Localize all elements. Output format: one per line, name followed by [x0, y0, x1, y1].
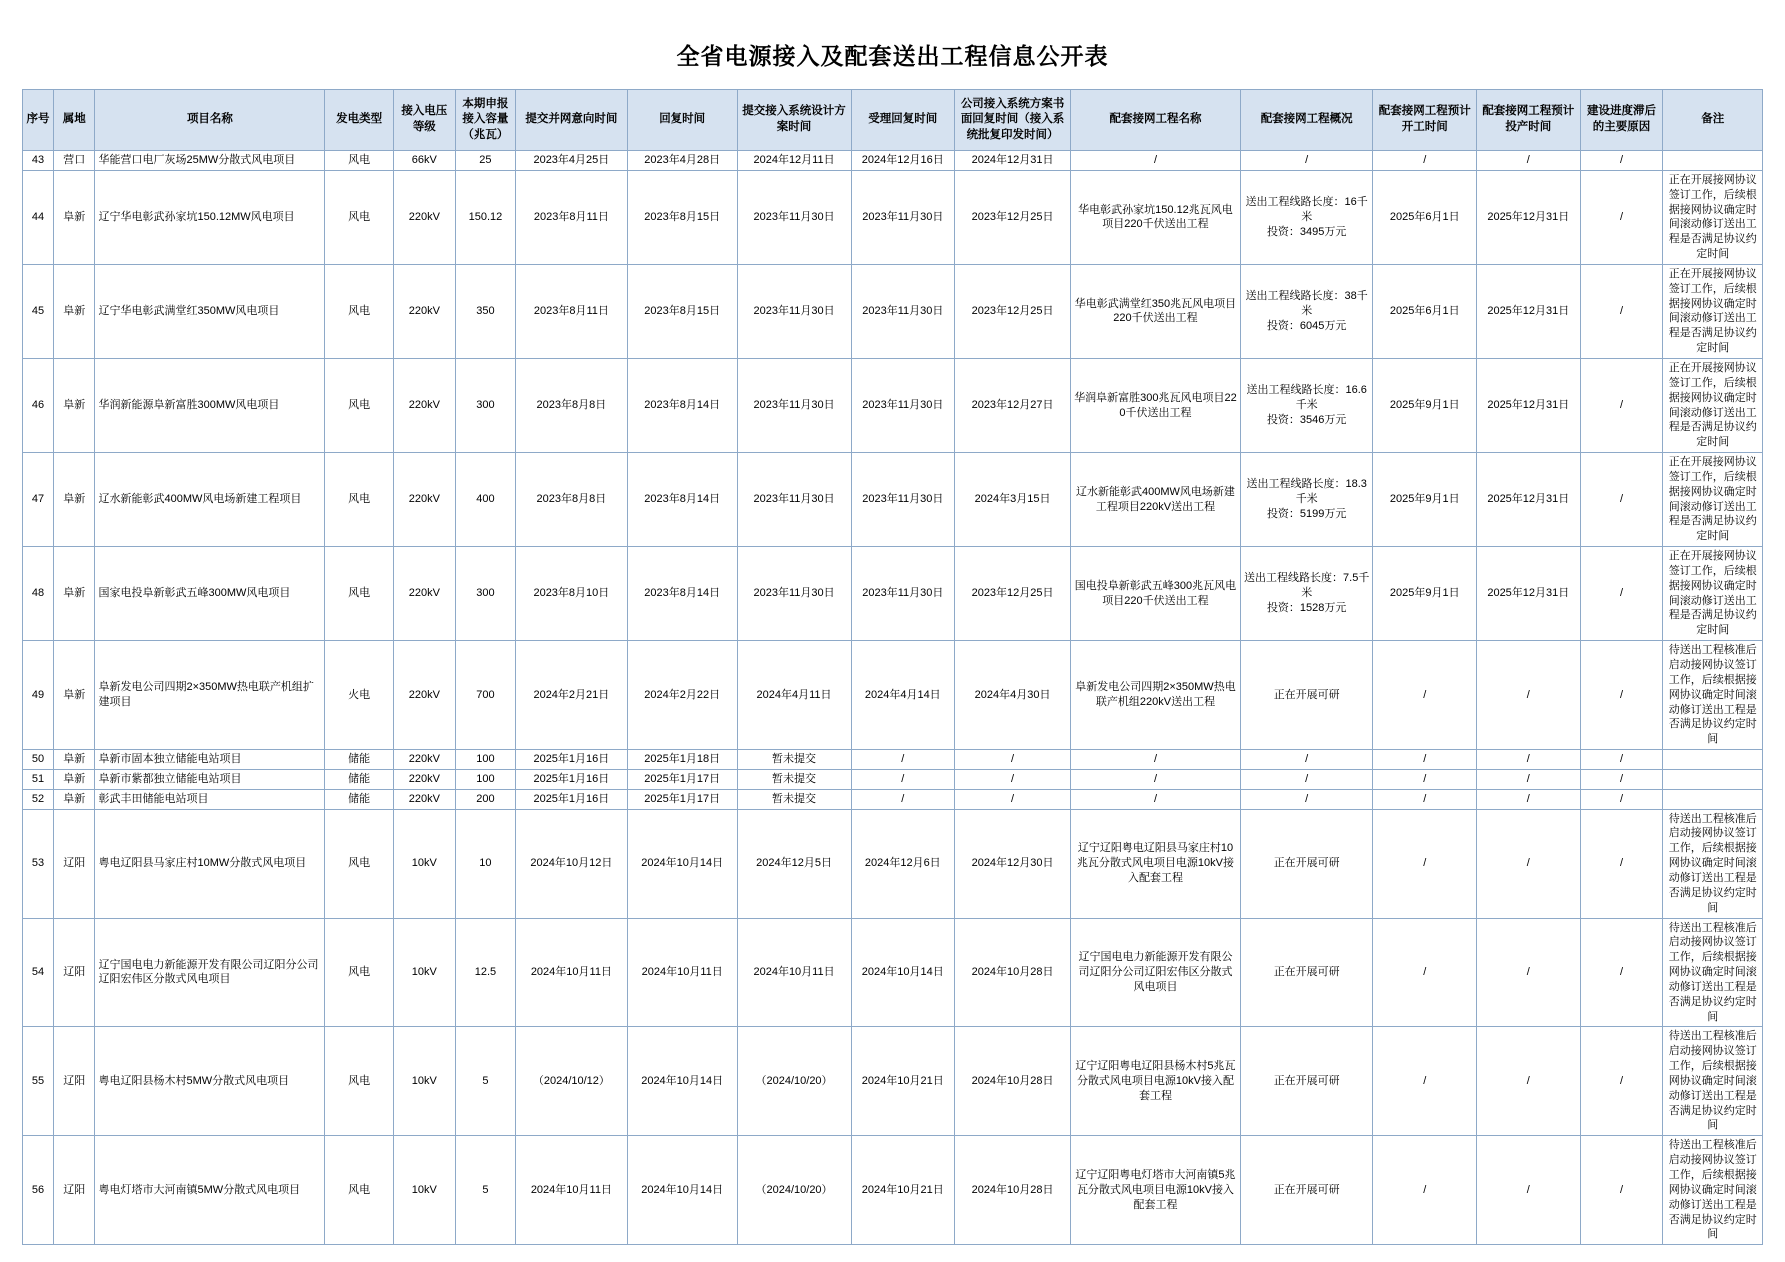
- table-row: [23, 769, 1763, 789]
- cell-remark: 正在开展接网协议签订工作，后续根据接网协议确定时间滚动修订送出工程是否满足协议约定时间: [1663, 547, 1763, 641]
- cell-remark: [1663, 750, 1763, 770]
- cell-plan-start: 2025年9月1日: [1373, 453, 1477, 547]
- cell-project-name: 辽宁国电电力新能源开发有限公司辽阳分公司辽阳宏伟区分散式风电项目: [95, 918, 325, 1027]
- cell-net-project-name: /: [1071, 151, 1241, 171]
- cell-plan-start: /: [1373, 750, 1477, 770]
- cell-generation-type: 风电: [325, 1027, 393, 1136]
- cell-plan-finish: /: [1477, 789, 1581, 809]
- cell-generation-type: 风电: [325, 170, 393, 264]
- table-row: [23, 358, 1763, 452]
- cell-net-project-name: 华电彰武孙家坑150.12兆瓦风电项目220千伏送出工程: [1071, 170, 1241, 264]
- cell-reply-time: 2024年10月14日: [627, 809, 737, 918]
- cell-plan-finish: 2025年12月31日: [1477, 170, 1581, 264]
- cell-delay-reason: /: [1580, 750, 1663, 770]
- cell-seq: 51: [23, 769, 54, 789]
- cell-region: 辽阳: [54, 918, 95, 1027]
- cell-intent-time: 2023年8月8日: [515, 358, 627, 452]
- cell-net-project-name: 辽水新能彰武400MW风电场新建工程项目220kV送出工程: [1071, 453, 1241, 547]
- cell-intent-time: 2023年8月10日: [515, 547, 627, 641]
- cell-accept-reply-time: 2024年4月14日: [851, 641, 955, 750]
- cell-company-reply-time: 2024年4月30日: [955, 641, 1071, 750]
- cell-company-reply-time: 2023年12月25日: [955, 264, 1071, 358]
- cell-delay-reason: /: [1580, 264, 1663, 358]
- cell-design-submit-time: 2024年4月11日: [737, 641, 851, 750]
- table-row: [23, 151, 1763, 171]
- cell-capacity: 100: [455, 769, 515, 789]
- cell-accept-reply-time: /: [851, 769, 955, 789]
- cell-delay-reason: /: [1580, 789, 1663, 809]
- cell-plan-finish: /: [1477, 1027, 1581, 1136]
- cell-plan-finish: /: [1477, 151, 1581, 171]
- col-header-generation-type: 发电类型: [325, 90, 393, 151]
- cell-project-name: 粤电辽阳县马家庄村10MW分散式风电项目: [95, 809, 325, 918]
- cell-seq: 56: [23, 1136, 54, 1245]
- table-row: [23, 641, 1763, 750]
- col-header-intent-time: 提交并网意向时间: [515, 90, 627, 151]
- cell-design-submit-time: 2024年10月11日: [737, 918, 851, 1027]
- col-header-company-reply-time: 公司接入系统方案书面回复时间（接入系统批复印发时间）: [955, 90, 1071, 151]
- col-header-plan-start: 配套接网工程预计开工时间: [1373, 90, 1477, 151]
- cell-reply-time: 2023年4月28日: [627, 151, 737, 171]
- cell-project-name: 辽水新能彰武400MW风电场新建工程项目: [95, 453, 325, 547]
- cell-net-project-overview: 送出工程线路长度：7.5千米 投资：1528万元: [1240, 547, 1373, 641]
- cell-net-project-name: 国电投阜新彰武五峰300兆瓦风电项目220千伏送出工程: [1071, 547, 1241, 641]
- cell-accept-reply-time: 2023年11月30日: [851, 453, 955, 547]
- cell-net-project-name: /: [1071, 789, 1241, 809]
- cell-design-submit-time: 2023年11月30日: [737, 453, 851, 547]
- cell-net-project-overview: 送出工程线路长度：16.6千米 投资：3546万元: [1240, 358, 1373, 452]
- cell-region: 阜新: [54, 750, 95, 770]
- cell-accept-reply-time: 2024年10月21日: [851, 1136, 955, 1245]
- cell-project-name: 彰武丰田储能电站项目: [95, 789, 325, 809]
- col-header-plan-finish: 配套接网工程预计投产时间: [1477, 90, 1581, 151]
- cell-remark: 正在开展接网协议签订工作，后续根据接网协议确定时间滚动修订送出工程是否满足协议约定时间: [1663, 170, 1763, 264]
- cell-generation-type: 风电: [325, 809, 393, 918]
- cell-net-project-overview: 送出工程线路长度：38千米 投资：6045万元: [1240, 264, 1373, 358]
- cell-generation-type: 风电: [325, 358, 393, 452]
- cell-net-project-name: 阜新发电公司四期2×350MW热电联产机组220kV送出工程: [1071, 641, 1241, 750]
- cell-project-name: 华能营口电厂灰场25MW分散式风电项目: [95, 151, 325, 171]
- table-row: [23, 453, 1763, 547]
- cell-region: 阜新: [54, 789, 95, 809]
- table-header-row: [23, 90, 1763, 151]
- cell-design-submit-time: （2024/10/20）: [737, 1027, 851, 1136]
- cell-generation-type: 火电: [325, 641, 393, 750]
- cell-region: 辽阳: [54, 809, 95, 918]
- cell-net-project-name: 华润阜新富胜300兆瓦风电项目220千伏送出工程: [1071, 358, 1241, 452]
- cell-company-reply-time: 2024年10月28日: [955, 1027, 1071, 1136]
- cell-delay-reason: /: [1580, 918, 1663, 1027]
- cell-design-submit-time: 2023年11月30日: [737, 547, 851, 641]
- cell-reply-time: 2024年10月11日: [627, 918, 737, 1027]
- cell-region: 阜新: [54, 453, 95, 547]
- cell-net-project-name: 辽宁辽阳粤电灯塔市大河南镇5兆瓦分散式风电项目电源10kV接入配套工程: [1071, 1136, 1241, 1245]
- cell-generation-type: 风电: [325, 264, 393, 358]
- cell-voltage-level: 220kV: [393, 547, 455, 641]
- cell-seq: 49: [23, 641, 54, 750]
- cell-accept-reply-time: /: [851, 789, 955, 809]
- cell-seq: 53: [23, 809, 54, 918]
- cell-accept-reply-time: /: [851, 750, 955, 770]
- cell-plan-finish: /: [1477, 1136, 1581, 1245]
- cell-reply-time: 2023年8月14日: [627, 358, 737, 452]
- table-row: [23, 170, 1763, 264]
- cell-plan-start: /: [1373, 1136, 1477, 1245]
- cell-intent-time: 2025年1月16日: [515, 750, 627, 770]
- cell-intent-time: （2024/10/12）: [515, 1027, 627, 1136]
- col-header-net-project-overview: 配套接网工程概况: [1240, 90, 1373, 151]
- cell-voltage-level: 220kV: [393, 769, 455, 789]
- table-header: [23, 90, 1763, 151]
- cell-net-project-overview: 送出工程线路长度：16千米 投资：3495万元: [1240, 170, 1373, 264]
- cell-generation-type: 储能: [325, 769, 393, 789]
- cell-company-reply-time: /: [955, 789, 1071, 809]
- cell-reply-time: 2024年10月14日: [627, 1136, 737, 1245]
- cell-reply-time: 2024年2月22日: [627, 641, 737, 750]
- cell-design-submit-time: 2023年11月30日: [737, 264, 851, 358]
- cell-intent-time: 2023年8月8日: [515, 453, 627, 547]
- cell-delay-reason: /: [1580, 151, 1663, 171]
- cell-reply-time: 2023年8月15日: [627, 264, 737, 358]
- cell-region: 营口: [54, 151, 95, 171]
- col-header-remark: 备注: [1663, 90, 1763, 151]
- cell-company-reply-time: 2024年12月31日: [955, 151, 1071, 171]
- cell-accept-reply-time: 2024年10月21日: [851, 1027, 955, 1136]
- cell-remark: 正在开展接网协议签订工作，后续根据接网协议确定时间滚动修订送出工程是否满足协议约定时间: [1663, 264, 1763, 358]
- cell-seq: 46: [23, 358, 54, 452]
- table-row: [23, 750, 1763, 770]
- cell-seq: 48: [23, 547, 54, 641]
- cell-plan-start: /: [1373, 1027, 1477, 1136]
- cell-voltage-level: 66kV: [393, 151, 455, 171]
- cell-design-submit-time: 暂未提交: [737, 789, 851, 809]
- cell-net-project-overview: 正在开展可研: [1240, 1027, 1373, 1136]
- cell-plan-finish: 2025年12月31日: [1477, 358, 1581, 452]
- cell-generation-type: 风电: [325, 151, 393, 171]
- cell-net-project-name: /: [1071, 750, 1241, 770]
- cell-generation-type: 风电: [325, 918, 393, 1027]
- cell-seq: 54: [23, 918, 54, 1027]
- col-header-capacity: 本期申报接入容量（兆瓦）: [455, 90, 515, 151]
- cell-intent-time: 2025年1月16日: [515, 789, 627, 809]
- cell-remark: 正在开展接网协议签订工作，后续根据接网协议确定时间滚动修订送出工程是否满足协议约定时间: [1663, 358, 1763, 452]
- cell-plan-finish: 2025年12月31日: [1477, 264, 1581, 358]
- cell-plan-finish: /: [1477, 769, 1581, 789]
- cell-company-reply-time: 2024年10月28日: [955, 918, 1071, 1027]
- cell-region: 辽阳: [54, 1136, 95, 1245]
- cell-capacity: 700: [455, 641, 515, 750]
- cell-reply-time: 2025年1月18日: [627, 750, 737, 770]
- page-title: 全省电源接入及配套送出工程信息公开表: [676, 44, 1109, 69]
- cell-voltage-level: 220kV: [393, 750, 455, 770]
- cell-remark: 待送出工程核准后启动接网协议签订工作，后续根据接网协议确定时间滚动修订送出工程是否满足协议约定时间: [1663, 641, 1763, 750]
- cell-company-reply-time: /: [955, 750, 1071, 770]
- cell-project-name: 辽宁华电彰武孙家坑150.12MW风电项目: [95, 170, 325, 264]
- cell-design-submit-time: （2024/10/20）: [737, 1136, 851, 1245]
- cell-delay-reason: /: [1580, 547, 1663, 641]
- cell-reply-time: 2025年1月17日: [627, 769, 737, 789]
- cell-project-name: 阜新发电公司四期2×350MW热电联产机组扩建项目: [95, 641, 325, 750]
- cell-voltage-level: 220kV: [393, 641, 455, 750]
- col-header-design-submit-time: 提交接入系统设计方案时间: [737, 90, 851, 151]
- cell-reply-time: 2023年8月14日: [627, 453, 737, 547]
- cell-net-project-name: 华电彰武满堂红350兆瓦风电项目220千伏送出工程: [1071, 264, 1241, 358]
- cell-net-project-overview: /: [1240, 151, 1373, 171]
- cell-project-name: 阜新市固本独立储能电站项目: [95, 750, 325, 770]
- cell-voltage-level: 220kV: [393, 453, 455, 547]
- cell-company-reply-time: 2024年10月28日: [955, 1136, 1071, 1245]
- cell-intent-time: 2024年10月11日: [515, 1136, 627, 1245]
- cell-net-project-overview: 正在开展可研: [1240, 641, 1373, 750]
- cell-company-reply-time: /: [955, 769, 1071, 789]
- cell-intent-time: 2023年8月11日: [515, 170, 627, 264]
- cell-voltage-level: 10kV: [393, 1027, 455, 1136]
- cell-region: 阜新: [54, 358, 95, 452]
- cell-project-name: 辽宁华电彰武满堂红350MW风电项目: [95, 264, 325, 358]
- cell-accept-reply-time: 2024年12月6日: [851, 809, 955, 918]
- table-row: [23, 789, 1763, 809]
- cell-capacity: 100: [455, 750, 515, 770]
- col-header-voltage-level: 接入电压等级: [393, 90, 455, 151]
- cell-generation-type: 储能: [325, 789, 393, 809]
- cell-capacity: 400: [455, 453, 515, 547]
- cell-voltage-level: 220kV: [393, 358, 455, 452]
- cell-voltage-level: 220kV: [393, 264, 455, 358]
- cell-region: 阜新: [54, 641, 95, 750]
- cell-company-reply-time: 2024年3月15日: [955, 453, 1071, 547]
- cell-plan-finish: /: [1477, 809, 1581, 918]
- cell-remark: [1663, 151, 1763, 171]
- cell-delay-reason: /: [1580, 641, 1663, 750]
- cell-seq: 44: [23, 170, 54, 264]
- cell-net-project-overview: 送出工程线路长度：18.3千米 投资：5199万元: [1240, 453, 1373, 547]
- cell-seq: 43: [23, 151, 54, 171]
- cell-reply-time: 2023年8月14日: [627, 547, 737, 641]
- cell-plan-finish: /: [1477, 750, 1581, 770]
- col-header-reply-time: 回复时间: [627, 90, 737, 151]
- cell-company-reply-time: 2023年12月27日: [955, 358, 1071, 452]
- cell-capacity: 150.12: [455, 170, 515, 264]
- cell-voltage-level: 220kV: [393, 170, 455, 264]
- cell-generation-type: 风电: [325, 453, 393, 547]
- table-row: [23, 918, 1763, 1027]
- col-header-net-project-name: 配套接网工程名称: [1071, 90, 1241, 151]
- cell-intent-time: 2024年2月21日: [515, 641, 627, 750]
- col-header-region: 属地: [54, 90, 95, 151]
- cell-region: 阜新: [54, 769, 95, 789]
- table-body: [23, 151, 1763, 1245]
- cell-intent-time: 2024年10月12日: [515, 809, 627, 918]
- cell-capacity: 200: [455, 789, 515, 809]
- cell-design-submit-time: 暂未提交: [737, 750, 851, 770]
- cell-net-project-name: 辽宁辽阳粤电辽阳县杨木村5兆瓦分散式风电项目电源10kV接入配套工程: [1071, 1027, 1241, 1136]
- cell-remark: 正在开展接网协议签订工作，后续根据接网协议确定时间滚动修订送出工程是否满足协议约定时间: [1663, 453, 1763, 547]
- cell-plan-start: 2025年9月1日: [1373, 358, 1477, 452]
- cell-company-reply-time: 2024年12月30日: [955, 809, 1071, 918]
- cell-net-project-overview: /: [1240, 789, 1373, 809]
- cell-delay-reason: /: [1580, 769, 1663, 789]
- cell-plan-start: /: [1373, 151, 1477, 171]
- cell-plan-start: 2025年6月1日: [1373, 170, 1477, 264]
- cell-reply-time: 2025年1月17日: [627, 789, 737, 809]
- table-row: [23, 1027, 1763, 1136]
- cell-plan-start: 2025年9月1日: [1373, 547, 1477, 641]
- cell-plan-finish: 2025年12月31日: [1477, 547, 1581, 641]
- cell-net-project-name: 辽宁辽阳粤电辽阳县马家庄村10兆瓦分散式风电项目电源10kV接入配套工程: [1071, 809, 1241, 918]
- cell-capacity: 12.5: [455, 918, 515, 1027]
- col-header-project-name: 项目名称: [95, 90, 325, 151]
- cell-project-name: 粤电灯塔市大河南镇5MW分散式风电项目: [95, 1136, 325, 1245]
- cell-remark: 待送出工程核准后启动接网协议签订工作，后续根据接网协议确定时间滚动修订送出工程是否满足协议约定时间: [1663, 1027, 1763, 1136]
- cell-plan-finish: /: [1477, 918, 1581, 1027]
- col-header-accept-reply-time: 受理回复时间: [851, 90, 955, 151]
- cell-net-project-overview: 正在开展可研: [1240, 918, 1373, 1027]
- table-row: [23, 1136, 1763, 1245]
- cell-net-project-overview: 正在开展可研: [1240, 809, 1373, 918]
- cell-capacity: 25: [455, 151, 515, 171]
- cell-generation-type: 储能: [325, 750, 393, 770]
- cell-design-submit-time: 2024年12月5日: [737, 809, 851, 918]
- cell-accept-reply-time: 2023年11月30日: [851, 264, 955, 358]
- cell-capacity: 5: [455, 1027, 515, 1136]
- cell-plan-start: /: [1373, 918, 1477, 1027]
- col-header-delay-reason: 建设进度滞后的主要原因: [1580, 90, 1663, 151]
- cell-delay-reason: /: [1580, 809, 1663, 918]
- cell-plan-start: /: [1373, 789, 1477, 809]
- cell-seq: 55: [23, 1027, 54, 1136]
- cell-reply-time: 2023年8月15日: [627, 170, 737, 264]
- cell-remark: [1663, 789, 1763, 809]
- cell-remark: 待送出工程核准后启动接网协议签订工作，后续根据接网协议确定时间滚动修订送出工程是否满足协议约定时间: [1663, 1136, 1763, 1245]
- cell-project-name: 粤电辽阳县杨木村5MW分散式风电项目: [95, 1027, 325, 1136]
- cell-seq: 45: [23, 264, 54, 358]
- cell-capacity: 5: [455, 1136, 515, 1245]
- cell-delay-reason: /: [1580, 1136, 1663, 1245]
- cell-seq: 47: [23, 453, 54, 547]
- cell-region: 阜新: [54, 170, 95, 264]
- cell-intent-time: 2023年8月11日: [515, 264, 627, 358]
- cell-capacity: 300: [455, 358, 515, 452]
- col-header-seq: 序号: [23, 90, 54, 151]
- cell-net-project-overview: /: [1240, 769, 1373, 789]
- cell-voltage-level: 220kV: [393, 789, 455, 809]
- cell-plan-start: 2025年6月1日: [1373, 264, 1477, 358]
- cell-region: 阜新: [54, 264, 95, 358]
- cell-design-submit-time: 2023年11月30日: [737, 358, 851, 452]
- table-row: [23, 547, 1763, 641]
- cell-design-submit-time: 2023年11月30日: [737, 170, 851, 264]
- cell-accept-reply-time: 2024年10月14日: [851, 918, 955, 1027]
- cell-voltage-level: 10kV: [393, 1136, 455, 1245]
- cell-plan-start: /: [1373, 641, 1477, 750]
- cell-plan-finish: 2025年12月31日: [1477, 453, 1581, 547]
- cell-seq: 52: [23, 789, 54, 809]
- cell-reply-time: 2024年10月14日: [627, 1027, 737, 1136]
- cell-delay-reason: /: [1580, 453, 1663, 547]
- cell-project-name: 国家电投阜新彰武五峰300MW风电项目: [95, 547, 325, 641]
- cell-plan-finish: /: [1477, 641, 1581, 750]
- table-row: [23, 809, 1763, 918]
- cell-region: 阜新: [54, 547, 95, 641]
- cell-design-submit-time: 2024年12月11日: [737, 151, 851, 171]
- cell-capacity: 10: [455, 809, 515, 918]
- cell-remark: [1663, 769, 1763, 789]
- cell-delay-reason: /: [1580, 1027, 1663, 1136]
- cell-accept-reply-time: 2023年11月30日: [851, 547, 955, 641]
- cell-plan-start: /: [1373, 769, 1477, 789]
- cell-net-project-overview: /: [1240, 750, 1373, 770]
- cell-net-project-name: /: [1071, 769, 1241, 789]
- cell-intent-time: 2023年4月25日: [515, 151, 627, 171]
- cell-project-name: 华润新能源阜新富胜300MW风电项目: [95, 358, 325, 452]
- cell-generation-type: 风电: [325, 547, 393, 641]
- cell-accept-reply-time: 2024年12月16日: [851, 151, 955, 171]
- cell-accept-reply-time: 2023年11月30日: [851, 170, 955, 264]
- cell-company-reply-time: 2023年12月25日: [955, 170, 1071, 264]
- cell-project-name: 阜新市紫都独立储能电站项目: [95, 769, 325, 789]
- cell-intent-time: 2024年10月11日: [515, 918, 627, 1027]
- cell-net-project-name: 辽宁国电电力新能源开发有限公司辽阳分公司辽阳宏伟区分散式风电项目: [1071, 918, 1241, 1027]
- cell-net-project-overview: 正在开展可研: [1240, 1136, 1373, 1245]
- cell-accept-reply-time: 2023年11月30日: [851, 358, 955, 452]
- cell-delay-reason: /: [1580, 170, 1663, 264]
- cell-plan-start: /: [1373, 809, 1477, 918]
- cell-company-reply-time: 2023年12月25日: [955, 547, 1071, 641]
- cell-generation-type: 风电: [325, 1136, 393, 1245]
- cell-design-submit-time: 暂未提交: [737, 769, 851, 789]
- table-row: [23, 264, 1763, 358]
- cell-intent-time: 2025年1月16日: [515, 769, 627, 789]
- cell-capacity: 350: [455, 264, 515, 358]
- cell-voltage-level: 10kV: [393, 918, 455, 1027]
- cell-capacity: 300: [455, 547, 515, 641]
- cell-remark: 待送出工程核准后启动接网协议签订工作，后续根据接网协议确定时间滚动修订送出工程是否满足协议约定时间: [1663, 809, 1763, 918]
- cell-seq: 50: [23, 750, 54, 770]
- cell-region: 辽阳: [54, 1027, 95, 1136]
- cell-remark: 待送出工程核准后启动接网协议签订工作，后续根据接网协议确定时间滚动修订送出工程是否满足协议约定时间: [1663, 918, 1763, 1027]
- power-project-disclosure-table: [22, 89, 1763, 1245]
- cell-voltage-level: 10kV: [393, 809, 455, 918]
- cell-delay-reason: /: [1580, 358, 1663, 452]
